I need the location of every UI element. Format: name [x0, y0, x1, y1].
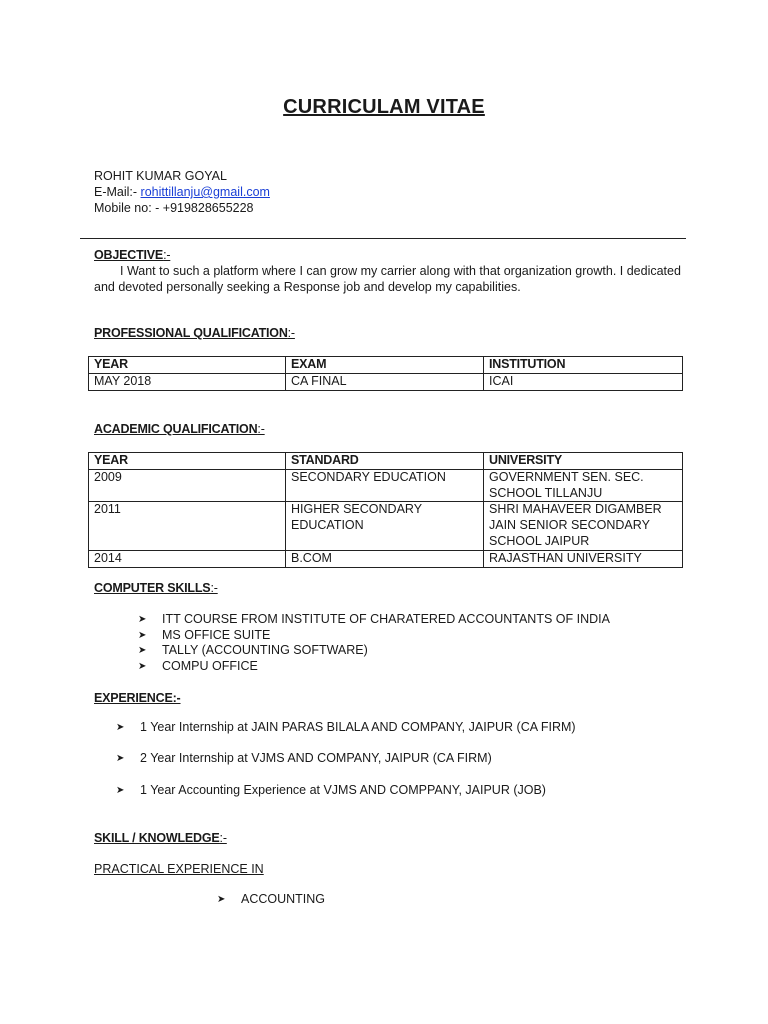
arrowhead-bullet-icon: ➤	[116, 753, 125, 765]
table-cell: CA FINAL	[286, 373, 484, 390]
experience-heading: EXPERIENCE:-	[94, 691, 181, 705]
column-header: YEAR	[89, 453, 286, 470]
candidate-name: ROHIT KUMAR GOYAL	[94, 169, 227, 183]
table-header-row	[89, 453, 683, 470]
column-header: INSTITUTION	[484, 357, 683, 374]
arrowhead-bullet-icon: ➤	[116, 784, 125, 796]
table-cell: 2014	[89, 550, 286, 567]
list-item: ➤ TALLY (ACCOUNTING SOFTWARE)	[138, 643, 368, 658]
column-header: YEAR	[89, 357, 286, 374]
list-item: ➤ MS OFFICE SUITE	[138, 627, 271, 642]
arrowhead-bullet-icon: ➤	[138, 645, 147, 657]
list-item: ➤ 2 Year Internship at VJMS AND COMPANY, JAIPUR (CA FIRM)	[116, 751, 492, 766]
mobile-line: Mobile no: - +919828655228	[94, 201, 254, 215]
objective-heading: OBJECTIVE:-	[94, 248, 171, 262]
professional-qualification-table	[88, 356, 683, 391]
academic-qualification-table	[88, 452, 683, 568]
academic-qualification-heading: ACADEMIC QUALIFICATION:-	[94, 422, 265, 436]
list-item: ➤ COMPU OFFICE	[138, 658, 258, 673]
table-header-row	[89, 357, 683, 374]
arrowhead-bullet-icon: ➤	[217, 894, 226, 905]
professional-qualification-heading: PROFESSIONAL QUALIFICATION:-	[94, 326, 295, 340]
column-header: EXAM	[286, 357, 484, 374]
table-row	[89, 550, 683, 567]
email-line	[94, 184, 270, 200]
document-title: CURRICULAM VITAE	[283, 96, 485, 118]
table-row	[89, 373, 683, 390]
table-cell: HIGHER SECONDARY EDUCATION	[286, 502, 484, 550]
skill-knowledge-heading: SKILL / KNOWLEDGE:-	[94, 831, 227, 845]
arrowhead-bullet-icon: ➤	[138, 629, 147, 641]
table-cell: ICAI	[484, 373, 683, 390]
list-item: ➤ 1 Year Internship at JAIN PARAS BILALA AND COMPANY, JAIPUR (CA FIRM)	[116, 720, 576, 734]
table-cell: MAY 2018	[89, 373, 286, 390]
arrowhead-bullet-icon: ➤	[116, 722, 125, 733]
table-cell: GOVERNMENT SEN. SEC. SCHOOL TILLANJU	[484, 469, 683, 502]
computer-skills-list	[138, 612, 610, 674]
table-cell: B.COM	[286, 550, 484, 567]
list-item: ➤ ACCOUNTING	[217, 892, 326, 906]
computer-skills-heading: COMPUTER SKILLS:-	[94, 581, 218, 595]
practical-experience-list	[217, 892, 325, 908]
arrowhead-bullet-icon: ➤	[138, 614, 147, 625]
practical-experience-subheading: PRACTICAL EXPERIENCE IN	[94, 862, 264, 876]
objective-text: I Want to such a platform where I can grow my carrier along with that organization growth. I dedicated and devoted personally seeking a Response job and develop my capabilities.	[94, 264, 681, 294]
arrowhead-bullet-icon: ➤	[138, 660, 147, 672]
list-item: ➤ ITT COURSE FROM INSTITUTE OF CHARATERED ACCOUNTANTS OF INDIA	[138, 612, 610, 626]
column-header: STANDARD	[286, 453, 484, 470]
contact-block	[94, 168, 270, 216]
table-cell: 2009	[89, 469, 286, 502]
table-cell: SECONDARY EDUCATION	[286, 469, 484, 502]
section-divider	[80, 238, 686, 239]
email-label: E-Mail:-	[94, 185, 141, 199]
table-cell: SHRI MAHAVEER DIGAMBER JAIN SENIOR SECONDARY SCHOOL JAIPUR	[484, 502, 683, 550]
table-cell: RAJASTHAN UNIVERSITY	[484, 550, 683, 567]
table-row	[89, 502, 683, 550]
column-header: UNIVERSITY	[484, 453, 683, 470]
email-link[interactable]: rohittillanju@gmail.com	[140, 185, 270, 199]
table-cell: 2011	[89, 502, 286, 550]
experience-list	[116, 720, 576, 798]
list-item: ➤ 1 Year Accounting Experience at VJMS AND COMPPANY, JAIPUR (JOB)	[116, 782, 546, 797]
table-row	[89, 469, 683, 502]
